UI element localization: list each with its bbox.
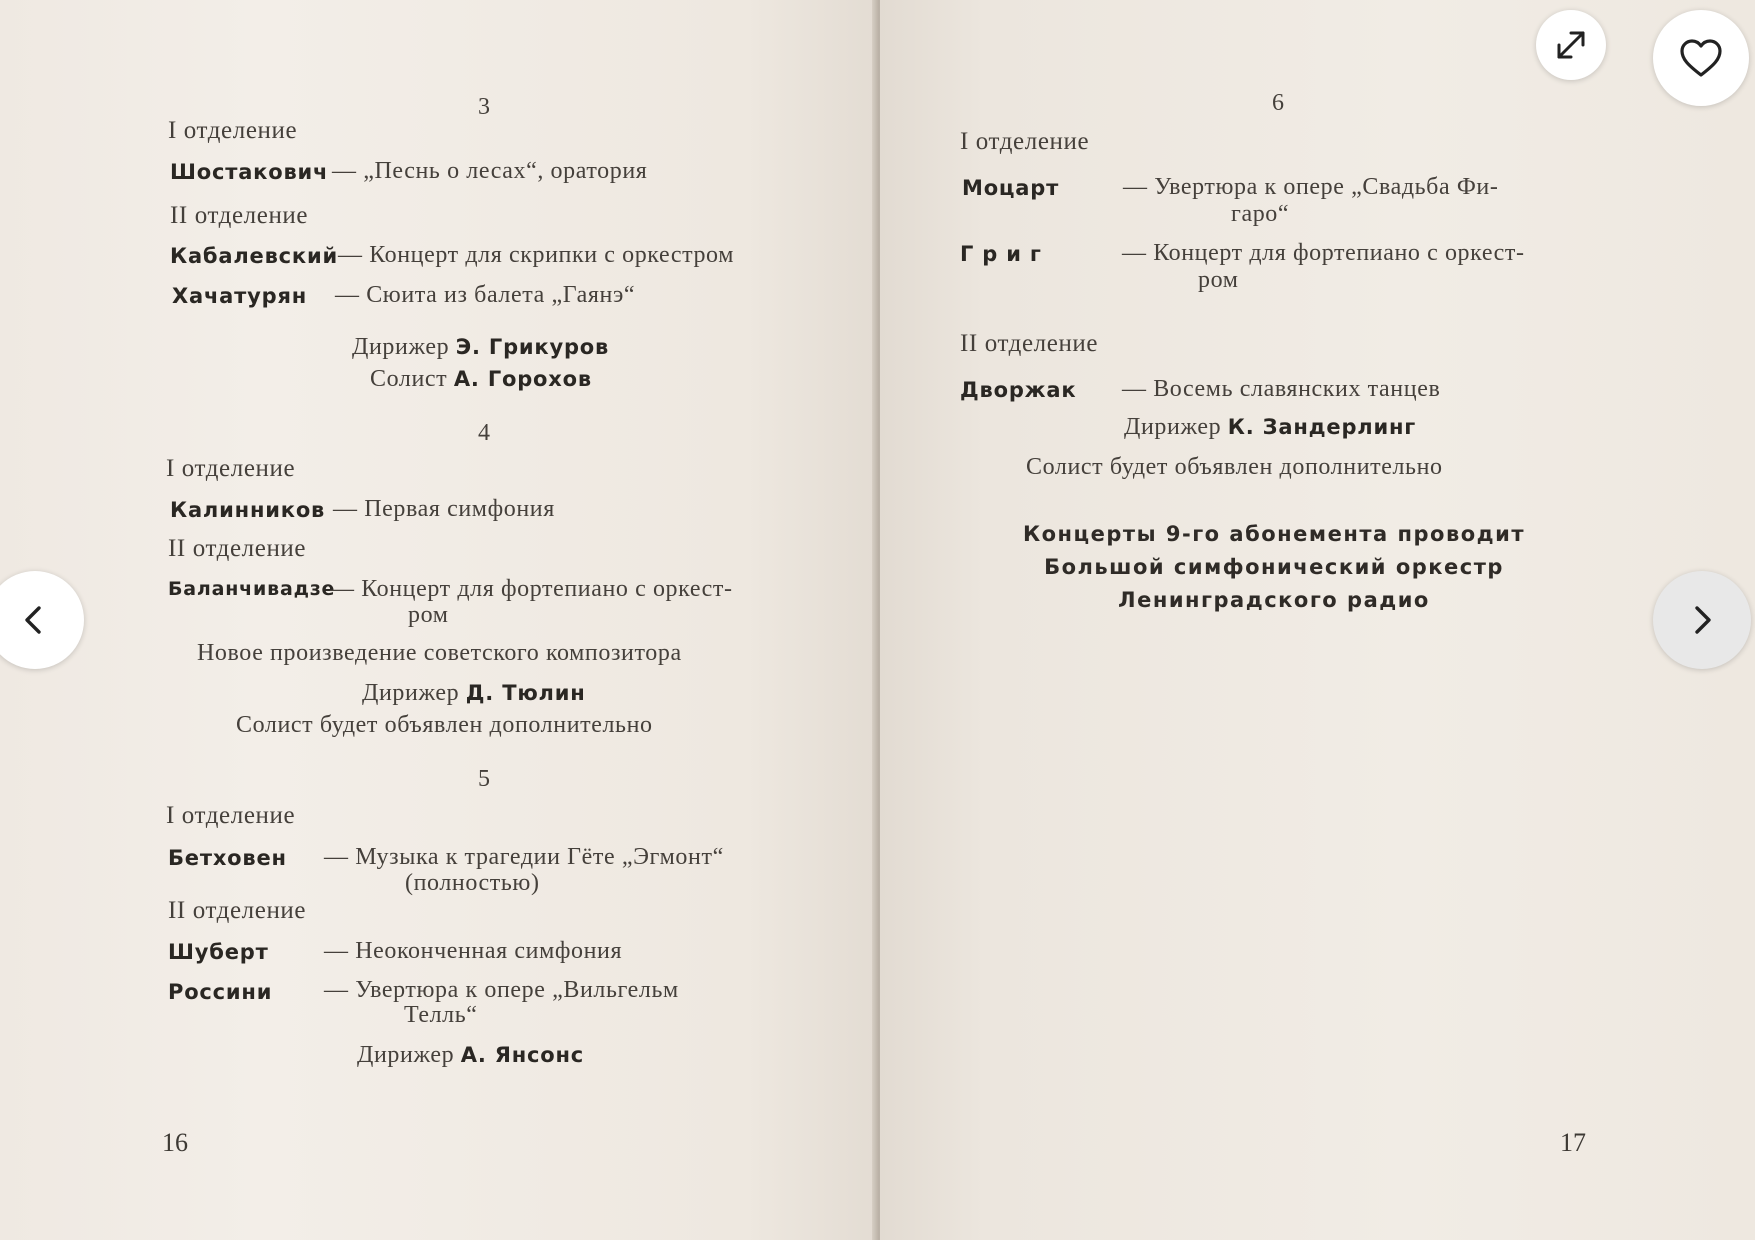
soloist-name: А. Горохов [453,367,592,391]
concert-number-4: 4 [478,420,490,446]
concert6-composer-1: Моцарт [962,176,1060,200]
concert3-composer-1: Шостакович [170,160,329,184]
concert4-work-1: — Первая симфония [333,496,555,522]
concert5-part2-heading: II отделение [168,897,307,924]
concert6-work-2: — Концерт для фортепиано с оркест- [1122,240,1525,266]
left-page [0,0,876,1240]
concert6-composer-2: Г р и г [960,242,1042,266]
conductor-name: Д. Тюлин [465,681,586,705]
concert4-part2-heading: II отделение [168,535,307,562]
concert4-composer-1: Калинников [170,498,326,522]
concert3-composer-2: Кабалевский [170,244,339,268]
concert6-work-3: — Восемь славянских танцев [1122,376,1441,402]
conductor-label: Дирижер [362,680,460,706]
concert4-note: Новое произведение советского композитора [197,640,682,666]
expand-arrows-icon [1551,25,1591,65]
final-note-line-2: Большой симфонический оркестр [1044,555,1504,579]
concert3-part1-heading: I отделение [168,117,298,144]
conductor-name: Э. Грикуров [455,335,610,359]
concert5-work-3-cont: Телль“ [404,1002,478,1028]
concert3-work-2: — Концерт для скрипки с оркестром [338,242,734,268]
soloist-label: Солист [370,366,448,392]
concert3-conductor-line [352,334,609,361]
right-page [880,0,1755,1240]
conductor-label: Дирижер [352,334,450,360]
concert3-part2-heading: II отделение [170,202,309,229]
concert6-work-1-cont: гаро“ [1231,201,1290,227]
conductor-name: А. Янсонс [460,1043,585,1067]
concert5-work-1: — Музыка к трагедии Гёте „Эгмонт“ [324,844,724,870]
concert-number-6: 6 [1272,90,1284,116]
concert-number-5: 5 [478,766,490,792]
concert4-work-2: — Концерт для фортепиано с оркест- [330,576,733,602]
concert4-part1-heading: I отделение [166,455,296,482]
concert5-work-2: — Неоконченная симфония [324,938,623,964]
concert5-conductor-line [357,1042,584,1069]
final-note-line-3: Ленинградского радио [1118,588,1430,612]
concert3-soloist-line [370,366,592,393]
concert5-work-3: — Увертюра к опере „Вильгельм [324,977,679,1003]
next-image-button[interactable] [1653,571,1751,669]
page-number-left: 16 [162,1128,188,1157]
conductor-label: Дирижер [357,1042,455,1068]
concert5-composer-3: Россини [168,980,273,1004]
final-note-line-1: Концерты 9-го абонемента проводит [1022,522,1526,546]
concert6-part2-heading: II отделение [960,330,1099,357]
concert3-work-3: — Сюита из балета „Гаянэ“ [335,282,636,308]
page-number-right: 17 [1560,1128,1586,1157]
concert6-work-1: — Увертюра к опере „Свадьба Фи- [1123,174,1499,200]
concert6-soloist-note: Солист будет объявлен дополнительно [1026,454,1443,480]
concert6-work-2-cont: ром [1198,267,1239,293]
concert4-conductor-line [362,680,586,707]
concert5-work-1-cont: (полностью) [405,870,540,896]
concert6-composer-3: Дворжак [960,378,1077,402]
concert4-soloist-note: Солист будет объявлен дополнительно [236,712,653,738]
concert5-composer-1: Бетховен [168,846,287,870]
concert5-composer-2: Шуберт [168,940,269,964]
concert4-composer-2: Баланчивадзе [168,578,336,600]
expand-button[interactable] [1536,10,1606,80]
concert3-composer-3: Хачатурян [172,284,308,308]
chevron-left-icon [17,602,53,638]
favorite-button[interactable] [1653,10,1749,106]
conductor-label: Дирижер [1124,414,1222,440]
concert-number-3: 3 [478,94,490,120]
conductor-name: К. Зандерлинг [1227,415,1417,439]
chevron-right-icon [1684,602,1720,638]
concert6-part1-heading: I отделение [960,128,1090,155]
concert6-conductor-line [1124,414,1416,441]
concert4-work-2-cont: ром [408,602,449,628]
concert3-work-1: — „Песнь о лесах“, оратория [332,158,648,184]
final-note [974,518,1574,617]
concert5-part1-heading: I отделение [166,802,296,829]
heart-outline-icon [1678,37,1724,79]
